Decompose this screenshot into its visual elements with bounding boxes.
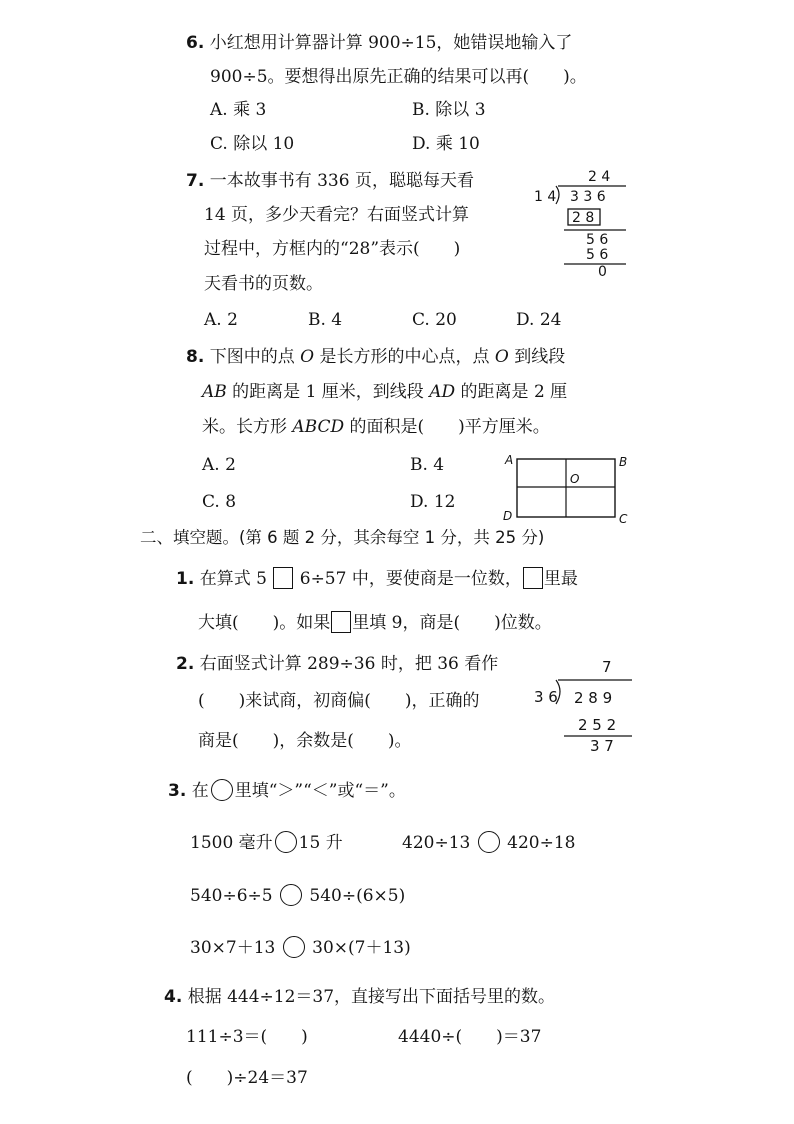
f4-number: 4. [164,987,183,1007]
q6-option-a: A. 乘 3 [210,100,267,120]
q8-stem-2a: 的距离是 1 厘米，到线段 [226,382,430,402]
q8-segment-ab: AB [202,382,227,402]
q7-remainder: 0 [598,264,607,280]
f2-stem-2: ( )来试商，初商偏( )，正确的 [198,691,480,711]
f3-title-b: 里填“＞”“＜”或“＝”。 [234,781,406,801]
q8-point-o-1: O [300,347,315,367]
f1-blank-box-2[interactable] [523,567,543,589]
q8-option-d: D. 12 [410,492,456,512]
q7-dividend: 3 3 6 [570,189,606,205]
q7-line1 [186,170,474,192]
q7-option-d: D. 24 [516,310,562,330]
f3-circle-3[interactable] [280,884,302,906]
f2-stem-1: 右面竖式计算 289÷36 时，把 36 看作 [199,654,499,674]
f3-r1b-left: 420÷13 [402,833,471,853]
q6-number: 6. [186,33,205,53]
f2-long-division [528,652,638,756]
q8-stem-3a: 米。长方形 [202,417,293,437]
f2-divisor: 3 6 [534,688,558,706]
q8-line3 [202,416,550,438]
q8-line2 [202,381,567,403]
f3-number: 3. [168,781,187,801]
f2-line1 [176,653,498,675]
q7-long-division [528,164,638,280]
f3-row2 [190,884,405,907]
q8-label-a: A [505,453,514,467]
q8-label-o: O [570,472,580,486]
f2-remainder: 3 7 [590,737,614,755]
f4-expr-1: 111÷3＝( ) [186,1027,308,1047]
q6-option-d: D. 乘 10 [412,134,480,154]
f3-circle-sample [211,779,233,801]
f1-stem-1b: 6÷57 中，要使商是一位数， [299,569,522,589]
f1-number: 1. [176,569,195,589]
f4-expr-2: 4440÷( )＝37 [398,1027,542,1047]
q6-option-c: C. 除以 10 [210,134,295,154]
f3-title [168,779,406,802]
q8-option-a: A. 2 [202,455,236,475]
q6-line1 [186,32,572,54]
q7-option-b: B. 4 [308,310,343,330]
f3-r1a-left: 1500 毫升 [190,833,273,853]
q7-step-28: 2 8 [572,210,595,226]
f1-stem-1c: 里最 [543,569,578,589]
f3-circle-1[interactable] [275,831,297,853]
q8-label-b: B [619,455,628,469]
f1-line1 [176,567,578,590]
f1-blank-box-1[interactable] [273,567,293,589]
f3-r3-right: 30×(7＋13) [312,938,411,958]
q7-stem-1: 一本故事书有 336 页，聪聪每天看 [209,171,474,191]
f3-row1-left [190,831,343,854]
f2-stem-3: 商是( )，余数是( )。 [198,731,412,751]
q7-step-56b: 5 6 [586,247,609,263]
q7-option-a: A. 2 [204,310,238,330]
f1-stem-2a: 大填( )。如果 [198,613,331,633]
q8-rectangle-figure [500,450,640,530]
f2-quotient: 7 [602,658,612,676]
f3-r2-right: 540÷(6×5) [309,886,406,906]
q6-option-b: B. 除以 3 [412,100,486,120]
q7-number: 7. [186,171,205,191]
q7-division-bracket [556,186,559,204]
f1-stem-2b: 里填 9，商是( )位数。 [352,613,552,633]
q7-stem-4: 天看书的页数。 [204,274,323,294]
f3-row1-right [402,831,575,854]
f4-expr-3: ( )÷24＝37 [186,1068,308,1088]
q8-option-b: B. 4 [410,455,445,475]
f2-dividend: 2 8 9 [574,689,613,707]
q7-option-c: C. 20 [412,310,457,330]
q8-segment-ad: AD [429,382,456,402]
q8-number: 8. [186,347,205,367]
f1-stem-1a: 在算式 5 [199,569,267,589]
q8-label-d: D [503,509,513,523]
q7-step-56a: 5 6 [586,232,609,248]
q8-stem-1b: 是长方形的中心点，点 [314,347,495,367]
f1-blank-box-3[interactable] [331,611,351,633]
f1-line2 [198,611,552,634]
f3-r3-left: 30×7＋13 [190,938,276,958]
q8-stem-2b: 的距离是 2 厘 [455,382,568,402]
f3-row3 [190,936,411,959]
f2-number: 2. [176,654,195,674]
f4-title-line [164,986,555,1008]
f3-r1b-right: 420÷18 [507,833,576,853]
q8-rect-name: ABCD [292,417,345,437]
f2-product: 2 5 2 [578,716,617,734]
f4-title: 根据 444÷12＝37，直接写出下面括号里的数。 [187,987,556,1007]
q8-label-c: C [619,512,628,526]
q8-stem-3b: 的面积是( )平方厘米。 [344,417,550,437]
q6-stem-2: 900÷5。要想得出原先正确的结果可以再( )。 [210,67,587,87]
section-2-heading: 二、填空题。(第 6 题 2 分，其余每空 1 分，共 25 分) [140,528,545,547]
f3-circle-4[interactable] [283,936,305,958]
f3-circle-2[interactable] [478,831,500,853]
q7-stem-2: 14 页，多少天看完？右面竖式计算 [204,205,470,225]
f3-r1a-right: 15 升 [298,833,343,853]
q7-quotient: 2 4 [588,169,611,185]
q8-stem-1a: 下图中的点 [209,347,301,367]
q8-option-c: C. 8 [202,492,237,512]
q8-point-o-2: O [494,347,509,367]
q6-stem-1: 小红想用计算器计算 900÷15，她错误地输入了 [209,33,573,53]
q7-stem-3: 过程中，方框内的“28”表示( ) [204,239,461,259]
f3-title-a: 在 [191,781,209,801]
f3-r2-left: 540÷6÷5 [190,886,273,906]
q8-line1 [186,346,565,368]
q7-divisor: 1 4 [534,189,557,205]
q8-stem-1c: 到线段 [508,347,566,367]
